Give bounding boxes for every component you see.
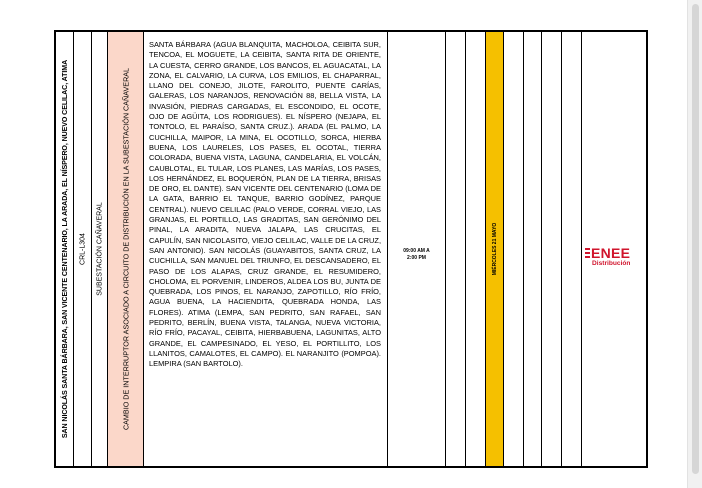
affected-areas-cell [144, 32, 388, 466]
date-cell [486, 32, 504, 466]
time-end: 2:00 PM [407, 255, 426, 261]
towns-text: SAN NICOLÁS SANTA BÁRBARA, SAN VICENTE CENTENARIO, LA ARADA, EL NÍSPERO, NUEVO CELILAC, ATIMA [60, 59, 69, 439]
outage-table [54, 30, 648, 468]
enee-logo [585, 246, 643, 270]
empty-cell [542, 32, 562, 466]
circuit-code-cell [74, 32, 92, 466]
time-start: 09:00 AM A [403, 248, 430, 254]
vertical-scrollbar[interactable] [687, 0, 702, 488]
empty-cell [562, 32, 582, 466]
logo-sub-text: Distribución [592, 260, 631, 267]
circuit-code-text: CRL-L304 [79, 233, 86, 265]
logo-main-text: ENEE [591, 245, 631, 261]
empty-cell [466, 32, 486, 466]
date-text: MIÉRCOLES 21 MAYO [491, 222, 498, 276]
substation-text: SUBESTACIÓN CAÑAVERAL [96, 202, 103, 296]
schedule-text [388, 248, 445, 262]
work-description-text: CAMBIO DE INTERRUPTOR ASOCIADO A CIRCUITO DE DISTRIBUCIÓN EN LA SUBESTACIÓN CAÑAVERAL [121, 67, 130, 431]
empty-cell [446, 32, 466, 466]
logo-mark-icon [585, 248, 590, 258]
towns-cell [56, 32, 74, 466]
substation-cell [92, 32, 108, 466]
scrollbar-thumb[interactable] [692, 4, 699, 474]
schedule-cell [388, 32, 446, 466]
empty-cell [504, 32, 524, 466]
work-description-cell [108, 32, 144, 466]
affected-areas-text: SANTA BÁRBARA (AGUA BLANQUITA, MACHOLOA, CEIBITA SUR, TENCOA, EL MOGUETE, LA CEIBITA, SANTA RITA DE ORIENTE, LA CUESTA, CERRO GRANDE, LOS BANCOS, EL AGUACATAL, LA ZONA, EL CALVARIO, LA CURVA, LOS EMILIOS, EL CHAPARRAL, LLANO DEL CONEJO, JILOTE, FAROLITO, PUENTE CARÍAS, GALERAS, LOS NARANJOS, RENOVACIÓN 88, BELLA VISTA, LA INVASIÓN, PIEDRAS CARGADAS, EL ESCONDIDO, EL OCOTE, OJO DE AGÜITA, LOS RODRIGUES). EL NÍSPERO (NEJAPA, EL TONTOLO, EL PARAÍSO, SANTA CRUZ.). ARADA (EL PALMO, LA CUCHILLA, MAIPOR, LA MINA, EL OCOTILLO, SORCA, HIERBA BUENA, LOS LAURELES, LOS PASES, EL OCOTAL, TIERRA COLORADA, BUENA VISTA, LAGUNA, CANDELARIA, EL VOLCÁN, CAUBLOTAL, EL TULAR, LOS PLANES, LAS MARÍAS, LOS PASES, LOS HERNÁNDEZ, EL BOQUERÓN, PLAN DE LA TIERRA, BRISAS DE ORO, EL DANTE). SAN VICENTE DEL CENTENARIO (LOMA DE LA GATA, BARRIO EL TANQUE, BARRIO GODÍNEZ, PARQUE CENTRAL). NUEVO CELILAC (PALO VERDE, CORRAL VIEJO, LAS GRANJAS, EL PORTILLO, LAS GRADITAS, SAN GERÓNIMO DEL PINAL, LA ARADITA, NUEVA JALAPA, LAS CRUCITAS, EL CAPULÍN, SAN NICOLASITO, VIEJO CELILAC, VALLE DE LA CRUZ, SAN ANTONIO). SAN NICOLÁS (GUAYABITOS, SANTA CRUZ, LA CUCHILLA, SAN MANUEL DEL TRIUNFO, EL DESCANSADERO, EL PASO DE LOS ALAPAS, CRUZ GRANDE, EL RESUMIDERO, CHOLOMA, EL PORVENIR, LINDEROS, ALDEA LOS BU, JUNTA DE QUEBRADA, LOS PINOS, EL NARANJO, ZAPOTILLO, RÍO FRÍO, AGUA BUENA, LA HACIENDITA, QUEBRADA HONDA, LAS FLORES). ATIMA (LEMPA, SAN PEDRITO, SAN RAFAEL, SAN PEDRITO, BERLÍN, BUENA VISTA, TALANGA, NUEVA VICTORIA, RÍO FRÍO, PACAYAL, CEIBITA, HIERBABUENA, LAGUNITAS, ALTO GRANDE, EL CAMPESINADO, EL YESO, EL PORTILLITO, LOS LLANITOS, CAMALOTES, EL CAMPO). EL NARANJITO (POMPOA). LEMPIRA (SAN BARTOLO). [149, 40, 382, 369]
empty-cell [524, 32, 542, 466]
logo-cell [582, 32, 646, 466]
